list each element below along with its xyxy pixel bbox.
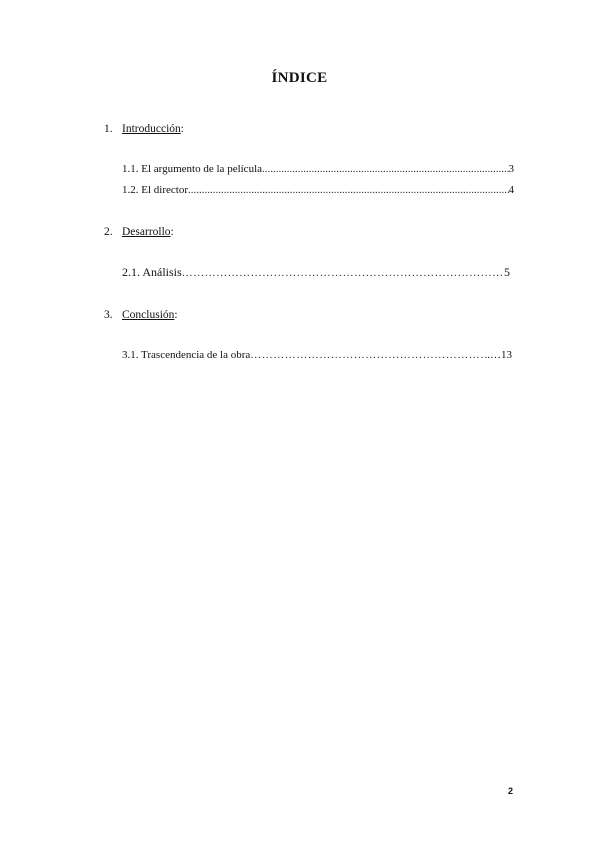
section-number: 3. <box>104 309 113 321</box>
toc-entry <box>122 162 514 176</box>
dot-leader <box>262 162 508 176</box>
toc-entry <box>122 265 510 280</box>
section-suffix: : <box>174 309 178 321</box>
section-1-heading <box>104 122 184 136</box>
section-suffix: : <box>180 123 184 135</box>
page-number: 2 <box>508 786 514 796</box>
section-number: 1. <box>104 123 113 135</box>
toc-entry-label: 1.2. El director <box>122 184 188 196</box>
toc-entry-page: ..…13 <box>484 349 512 361</box>
dot-leader <box>182 266 504 280</box>
toc-entry-label: 2.1. Análisis <box>122 265 182 279</box>
dot-leader <box>188 183 509 197</box>
section-2-heading <box>104 225 174 239</box>
toc-entry-label: 3.1. Trascendencia de la obra <box>122 349 251 361</box>
section-number: 2. <box>104 226 113 238</box>
dot-leader <box>250 348 484 362</box>
toc-entry <box>122 183 514 197</box>
section-3-heading <box>104 308 178 322</box>
section-suffix: : <box>170 226 174 238</box>
toc-entry-page: 4 <box>508 184 514 196</box>
section-name: Desarrollo <box>122 226 171 238</box>
toc-entry-page: 5 <box>504 265 510 279</box>
section-name: Introducción <box>122 123 181 135</box>
toc-entry <box>122 348 512 362</box>
section-name: Conclusión <box>122 309 175 321</box>
toc-entry-page: 3 <box>508 163 514 175</box>
index-title: ÍNDICE <box>271 70 328 86</box>
toc-entry-label: 1.1. El argumento de la película <box>122 163 263 175</box>
